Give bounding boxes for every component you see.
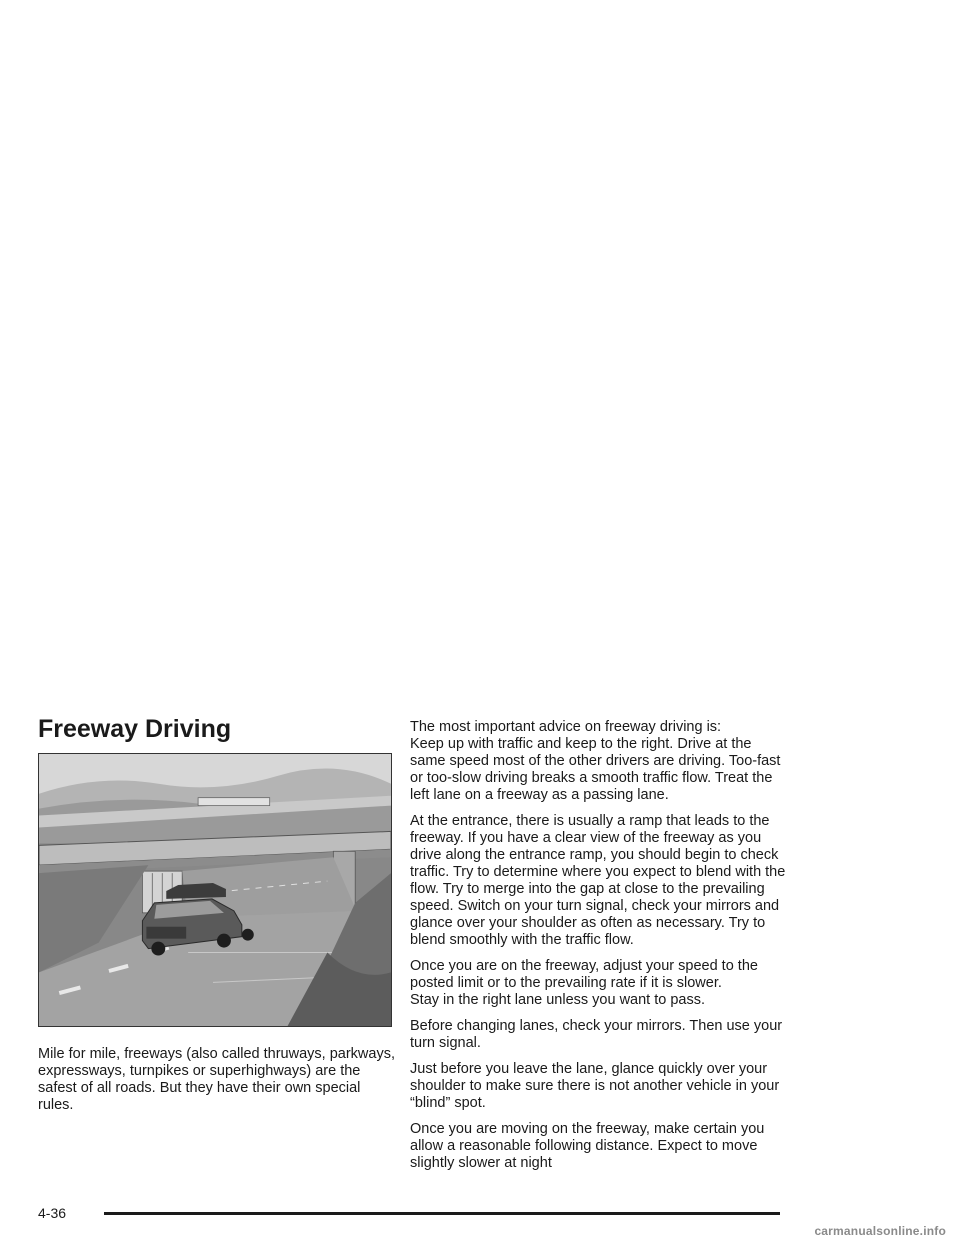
paragraph-advice — [410, 719, 790, 804]
paragraph-following-distance: Once you are moving on the freeway, make certain you allow a reasonable following distance. Expect to move slightly slower at night — [410, 1121, 765, 1171]
advice-intro-line: The most important advice on freeway driving is: — [410, 719, 722, 735]
paragraph-entrance: At the entrance, there is usually a ramp that leads to the freeway. If you have a clear view of the freeway as you drive along the entrance ramp, you should begin to check traffic. Try to determine where you expect to blend with the flow. Try to merge into the gap at close to the prevailing speed. Switch on your turn signal, check your mirrors and glance over your shoulder as often as necessary. Try to blend smoothly with the traffic flow. — [410, 813, 786, 948]
paragraph-changing-lanes: Before changing lanes, check your mirrors. Then use your turn signal. — [410, 1018, 783, 1051]
right-column — [410, 719, 790, 1181]
page-number: 4-36 — [38, 1205, 67, 1221]
intro-paragraph: Mile for mile, freeways (also called thruways, parkways, expressways, turnpikes or superhighways) are the safest of all roads. But they have their own special rules. — [38, 1046, 395, 1113]
paragraph-blind-spot: Just before you leave the lane, glance quickly over your shoulder to make sure there is not another vehicle in your “blind” spot. — [410, 1061, 780, 1111]
footer-rule — [104, 1212, 780, 1215]
advice-body: Keep up with traffic and keep to the right. Drive at the same speed most of the other drivers are driving. Too-fast or too-slow driving breaks a smooth traffic flow. Treat the left lane on a freeway as a passing lane. — [410, 736, 781, 803]
section-heading: Freeway Driving — [38, 715, 232, 743]
adjust-speed-line: Once you are on the freeway, adjust your speed to the posted limit or to the prevailing rate if it is slower. — [410, 958, 758, 991]
right-lane-line: Stay in the right lane unless you want to pass. — [410, 992, 706, 1008]
freeway-overpass-illustration — [38, 753, 392, 1027]
watermark-text: carmanualsonline.info — [814, 1224, 946, 1238]
paragraph-adjust-speed — [410, 958, 790, 1009]
freeway-overpass-icon — [39, 754, 391, 1026]
